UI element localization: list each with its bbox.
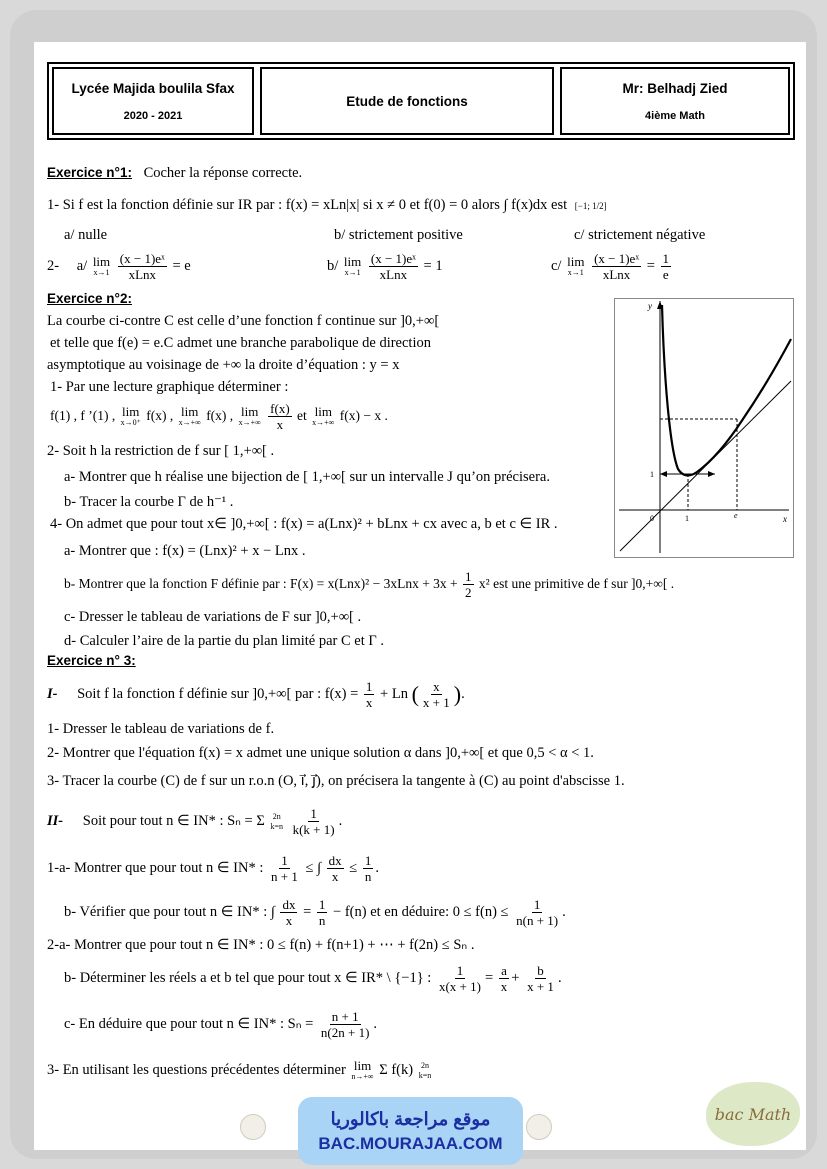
tangent-arrow-left bbox=[660, 471, 667, 477]
right-small-logo-icon bbox=[526, 1114, 552, 1140]
frac-num: (x − 1)eˣ bbox=[370, 251, 416, 267]
frac-num: n + 1 bbox=[331, 1009, 359, 1025]
frac-num: 1 bbox=[662, 251, 670, 267]
ex2-l5-a: f(1) , f ’(1) , bbox=[50, 408, 116, 423]
ex3-q9-bounds bbox=[419, 1061, 432, 1081]
ex3-sum-frac bbox=[291, 806, 337, 837]
ex1-q1-low: −1 bbox=[577, 201, 588, 211]
frac-den: x bbox=[500, 979, 508, 995]
class-level: 4ième Math bbox=[645, 109, 705, 122]
lim-word: lim bbox=[241, 404, 259, 420]
sum-up: 2n bbox=[420, 1060, 429, 1070]
ex2-line3: asymptotique au voisinage de +∞ la droite d’équation : y = x bbox=[47, 357, 400, 373]
frac-den: x bbox=[331, 869, 339, 885]
frac-num: dx bbox=[328, 853, 342, 869]
ex2-line1: La courbe ci-contre C est celle d’une fonction f continue sur ]0,+∞[ bbox=[47, 313, 440, 329]
frac-num: dx bbox=[282, 897, 296, 913]
frac-den: xLnx bbox=[379, 267, 408, 283]
frac-den: n bbox=[364, 869, 372, 885]
frac-den: x bbox=[276, 417, 284, 433]
sum-up: 2n bbox=[272, 811, 281, 821]
frac-num: 1 bbox=[365, 679, 373, 695]
ex3-frac2 bbox=[421, 679, 452, 710]
frac-num: 1 bbox=[364, 853, 372, 869]
ex1-choice-a: a/ nulle bbox=[64, 227, 108, 243]
ex1-q2-c-result bbox=[661, 251, 672, 282]
lim-sub: x→+∞ bbox=[178, 418, 201, 428]
ex2-line13: d- Calculer l’aire de la partie du plan limité par C et Γ . bbox=[64, 633, 385, 649]
school-name: Lycée Majida boulila Sfax bbox=[71, 80, 235, 96]
frac-den: 2 bbox=[465, 585, 472, 601]
ex2-line10: a- Montrer que : f(x) = (Lnx)² + x − Lnx . bbox=[64, 543, 306, 559]
document-title: Etude de fonctions bbox=[346, 93, 468, 109]
ex2-line2: et telle que f(e) = e.C admet une branche parabolique de direction bbox=[50, 335, 431, 351]
frac-den: xLnx bbox=[128, 267, 157, 283]
lim-word: lim bbox=[122, 404, 140, 420]
site-banner[interactable] bbox=[298, 1097, 523, 1165]
ex1-q2-c-label: c/ bbox=[551, 258, 562, 274]
sum-low: k=n bbox=[270, 821, 283, 831]
frac-den: x + 1 bbox=[422, 695, 450, 711]
ex3-q5-frac2 bbox=[317, 897, 328, 928]
lim-sub: x→+∞ bbox=[238, 418, 261, 428]
ex3-q7-text: b- Déterminer les réels a et b tel que pour tout x ∈ IR* \ {−1} : bbox=[64, 970, 432, 986]
ex1-q2-label: 2- bbox=[47, 258, 60, 274]
lim-word: lim bbox=[567, 254, 585, 270]
ex3-q5-frac1 bbox=[280, 897, 297, 928]
lim-sub: x→0⁺ bbox=[120, 418, 141, 428]
ex3-q7-frac2 bbox=[499, 963, 510, 994]
ex1-choice-b: b/ strictement positive bbox=[334, 227, 463, 243]
frac-num: (x − 1)eˣ bbox=[119, 251, 165, 267]
ex3-q6: 2-a- Montrer que pour tout n ∈ IN* : 0 ≤ f(n) + f(n+1) + ⋯ + f(2n) ≤ Sₙ . bbox=[47, 937, 475, 953]
ex3-q5-text2: − f(n) et en déduire: 0 ≤ f(n) ≤ bbox=[333, 904, 509, 920]
ex2-title: Exercice n°2: bbox=[47, 291, 132, 306]
banner-site-link[interactable]: BAC.MOURAJAA.COM bbox=[318, 1133, 503, 1153]
ex2-l11-b: x² est une primitive de f sur ]0,+∞[ . bbox=[478, 576, 675, 591]
ex2-l11-a: b- Montrer que la fonction F définie par : F(x) = x(Lnx)² − 3xLnx + 3x + bbox=[64, 576, 458, 591]
frac-num: 1 bbox=[533, 897, 541, 913]
ex3-part1-label: I- bbox=[47, 686, 58, 702]
ex2-lim4 bbox=[312, 405, 334, 428]
ex3-part1: I- Soit f la fonction f définie sur ]0,+∞[ par : f(x) = $\frac{1}{x}$ + Ln ( $\frac{x}{x + 1}$ ). bbox=[47, 679, 465, 711]
frac-num: 1 bbox=[318, 897, 326, 913]
one-x-label: 1 bbox=[685, 514, 689, 523]
paren-close: ) bbox=[453, 681, 462, 707]
ex3-q8-frac bbox=[319, 1009, 372, 1040]
ex1-choice-c: c/ strictement négative bbox=[574, 227, 706, 243]
frac-num: a bbox=[501, 963, 507, 979]
tangent-arrow-right bbox=[708, 471, 715, 477]
x-label: x bbox=[783, 514, 787, 524]
ex3-q9-text: 3- En utilisant les questions précédentes déterminer bbox=[47, 1062, 346, 1078]
ex3-ln: + Ln bbox=[380, 686, 408, 702]
ex3-q9-sum: Σ f(k) bbox=[379, 1062, 414, 1078]
bac-math-logo: bac Math bbox=[706, 1082, 800, 1146]
frac-num: (x − 1)eˣ bbox=[594, 251, 640, 267]
ex2-l5-c: f(x) , bbox=[206, 408, 234, 423]
school-years: 2020 - 2021 bbox=[123, 109, 183, 122]
ex3-q7-frac1 bbox=[437, 963, 483, 994]
ex3-q8-text: c- En déduire que pour tout n ∈ IN* : Sₙ = bbox=[64, 1016, 314, 1032]
ex3-q7-frac3 bbox=[525, 963, 556, 994]
ex3-q5-eq: = bbox=[303, 904, 312, 920]
ex1-q2-c-frac bbox=[592, 251, 641, 282]
ex3-title: Exercice n° 3: bbox=[47, 653, 136, 668]
ex2-line5 bbox=[50, 398, 388, 434]
ex1-q2-b bbox=[327, 248, 443, 284]
ex3-q4-mid: ≤ ∫ bbox=[305, 860, 322, 876]
exercise-content bbox=[34, 42, 806, 1150]
ex3-q5: b- Vérifier que pour tout n ∈ IN* : ∫ $\frac{dx}{x}$ = $\frac{1}{n}$ − f(n) et en déduire: 0 ≤ f(n) ≤ $\frac{1}{n(n + 1)}$ . bbox=[64, 897, 566, 929]
ex1-q2-b-label: b/ bbox=[327, 258, 339, 274]
lim-word: lim bbox=[343, 254, 362, 270]
ex1-q2-c-lim bbox=[567, 255, 584, 278]
ex2-lim3 bbox=[239, 405, 261, 428]
sum-low: k=n bbox=[418, 1070, 432, 1080]
frac-num: 1 bbox=[465, 569, 472, 585]
lim-word: lim bbox=[181, 404, 199, 420]
ex2-line4: 1- Par une lecture graphique déterminer : bbox=[50, 379, 289, 395]
graph-svg bbox=[615, 299, 793, 557]
lim-sub: x→1 bbox=[567, 268, 584, 278]
y-label: y bbox=[648, 301, 652, 311]
left-small-logo-icon bbox=[240, 1114, 266, 1140]
ex3-q4-frac2 bbox=[327, 853, 344, 884]
frac-den: x(x + 1) bbox=[438, 979, 481, 995]
equals-sign: = bbox=[646, 258, 655, 274]
e-label: e bbox=[734, 511, 738, 520]
frac-den: n(n + 1) bbox=[516, 913, 559, 929]
page-frame bbox=[10, 10, 817, 1159]
frac-den: x bbox=[365, 695, 373, 711]
frac-num: x bbox=[433, 679, 440, 695]
ex1-intro: Cocher la réponse correcte. bbox=[143, 165, 303, 181]
frac-num: 1 bbox=[456, 963, 464, 979]
ex1-q2-c bbox=[551, 248, 673, 284]
ex2-line8: b- Tracer la courbe Γ de h⁻¹ . bbox=[64, 494, 234, 510]
lim-word: lim bbox=[314, 404, 332, 420]
ex1-q2-b-lim bbox=[344, 255, 361, 278]
ex3-part2-label: II- bbox=[47, 813, 64, 829]
lim-sub: n→+∞ bbox=[351, 1072, 374, 1082]
ex3-q9 bbox=[47, 1050, 433, 1090]
ex1-q2-b-frac bbox=[369, 251, 418, 282]
ex3-q4-le: ≤ bbox=[349, 860, 358, 876]
ex2-lim1 bbox=[121, 405, 141, 428]
frac-den: n(2n + 1) bbox=[320, 1025, 370, 1041]
ex3-q4-frac3 bbox=[363, 853, 374, 884]
ex1-q2-a-lim bbox=[93, 255, 110, 278]
ex3-part2: II- Soit pour tout n ∈ IN* : Sₙ = Σ 2n k=n $\frac{1}{k(k + 1)}$ . bbox=[47, 806, 343, 838]
origin-label: 0 bbox=[650, 514, 654, 523]
ex1-heading bbox=[47, 164, 302, 182]
ex3-q4: 1-a- Montrer que pour tout n ∈ IN* : $\frac{1}{n + 1}$ ≤ ∫ $\frac{dx}{x}$ ≤ $\frac{1}{n}$ . bbox=[47, 853, 380, 885]
ex1-q2-b-result: = 1 bbox=[423, 258, 443, 274]
ex3-part2-text: Soit pour tout n ∈ IN* : Sₙ = Σ bbox=[82, 813, 265, 829]
ex2-line12: c- Dresser le tableau de variations de F sur ]0,+∞[ . bbox=[64, 609, 362, 625]
ex1-q2-a-result: = e bbox=[172, 258, 191, 274]
lim-sub: x→1 bbox=[344, 268, 361, 278]
ex1-q2-a-label: a/ bbox=[76, 258, 88, 274]
frac-den: e bbox=[662, 267, 669, 283]
teacher-name: Mr: Belhadj Zied bbox=[622, 80, 728, 96]
ex2-line7: a- Montrer que h réalise une bijection de [ 1,+∞[ sur un intervalle J qu’on précisera. bbox=[64, 469, 550, 485]
ex2-line9: 4- On admet que pour tout x∈ ]0,+∞[ : f(x) = a(Lnx)² + bLnx + cx avec a, b et c ∈ IR . bbox=[50, 516, 558, 532]
ex1-q1 bbox=[47, 196, 607, 215]
ex1-title: Exercice n°1: bbox=[47, 165, 132, 180]
banner-arabic: موقع مراجعة باكالوريا bbox=[330, 1108, 491, 1129]
ex2-l5-b: f(x) , bbox=[146, 408, 174, 423]
frac-num: 1 bbox=[310, 806, 317, 822]
lim-word: lim bbox=[92, 254, 111, 270]
frac-num: f(x) bbox=[270, 401, 290, 417]
ex3-frac1 bbox=[364, 679, 375, 710]
ex3-part1-text: Soit f la fonction f définie sur ]0,+∞[ par : f(x) = bbox=[77, 686, 359, 702]
ex2-lim2 bbox=[179, 405, 201, 428]
ex1-q1-bounds: [−1; 1/2] bbox=[574, 201, 607, 211]
ex2-line6: 2- Soit h la restriction de f sur [ 1,+∞[ . bbox=[47, 443, 275, 459]
function-graph bbox=[614, 298, 794, 558]
ex1-q2-a-frac bbox=[118, 251, 167, 282]
ex2-l5-frac bbox=[268, 401, 292, 432]
ex2-l5-e: f(x) − x . bbox=[339, 408, 388, 423]
ex1-q1-high: 1/2 bbox=[592, 201, 604, 211]
ex1-q2 bbox=[47, 248, 191, 284]
frac-den: x bbox=[285, 913, 293, 929]
ex3-q5-text: b- Vérifier que pour tout n ∈ IN* : ∫ bbox=[64, 904, 275, 920]
document-page bbox=[34, 42, 806, 1153]
frac-den: n + 1 bbox=[271, 869, 298, 885]
ex3-q3: 3- Tracer la courbe (C) de f sur un r.o.n (O, i⃗, j⃗), on précisera la tangente à (C) au point d'abscisse 1. bbox=[47, 773, 625, 789]
ex2-l5-d: et bbox=[297, 408, 307, 423]
frac-num: 1 bbox=[281, 853, 288, 869]
lim-sub: x→1 bbox=[93, 268, 110, 278]
ex2-l11-frac bbox=[463, 569, 474, 600]
frac-num: b bbox=[537, 963, 544, 979]
frac-den: x + 1 bbox=[527, 979, 554, 995]
ex3-q1: 1- Dresser le tableau de variations de f. bbox=[47, 721, 275, 737]
frac-den: k(k + 1) bbox=[292, 822, 335, 838]
ex2-line11 bbox=[64, 565, 674, 603]
frac-den: xLnx bbox=[602, 267, 631, 283]
lim-sub: x→+∞ bbox=[312, 418, 335, 428]
ex3-q2: 2- Montrer que l'équation f(x) = x admet une unique solution α dans ]0,+∞[ et que 0,5 < α < 1. bbox=[47, 745, 594, 761]
frac-den: n bbox=[318, 913, 326, 929]
curve-c bbox=[662, 305, 791, 475]
ex3-q9-lim bbox=[351, 1059, 373, 1082]
ex3-q4-frac1 bbox=[269, 853, 300, 884]
lim-word: lim bbox=[353, 1058, 372, 1074]
ex3-sum-bounds bbox=[270, 812, 283, 832]
ex3-q8: c- En déduire que pour tout n ∈ IN* : Sₙ = $\frac{n + 1}{n(2n + 1)}$ . bbox=[64, 1009, 378, 1041]
ex3-q7: b- Déterminer les réels a et b tel que pour tout x ∈ IR* \ {−1} : $\frac{1}{x(x + 1)}$ = $\frac{a}{x}$ + $\frac{b}{x + 1}$ . bbox=[64, 963, 562, 995]
ex3-q4-text: 1-a- Montrer que pour tout n ∈ IN* : bbox=[47, 860, 264, 876]
ex1-q1-text: 1- Si f est la fonction définie sur IR par : f(x) = xLn|x| si x ≠ 0 et f(0) = 0 alors ∫ f(x)dx est bbox=[47, 197, 568, 213]
paren-open: ( bbox=[411, 681, 419, 707]
ex3-q5-frac3 bbox=[514, 897, 560, 928]
one-y-label: 1 bbox=[650, 470, 654, 479]
